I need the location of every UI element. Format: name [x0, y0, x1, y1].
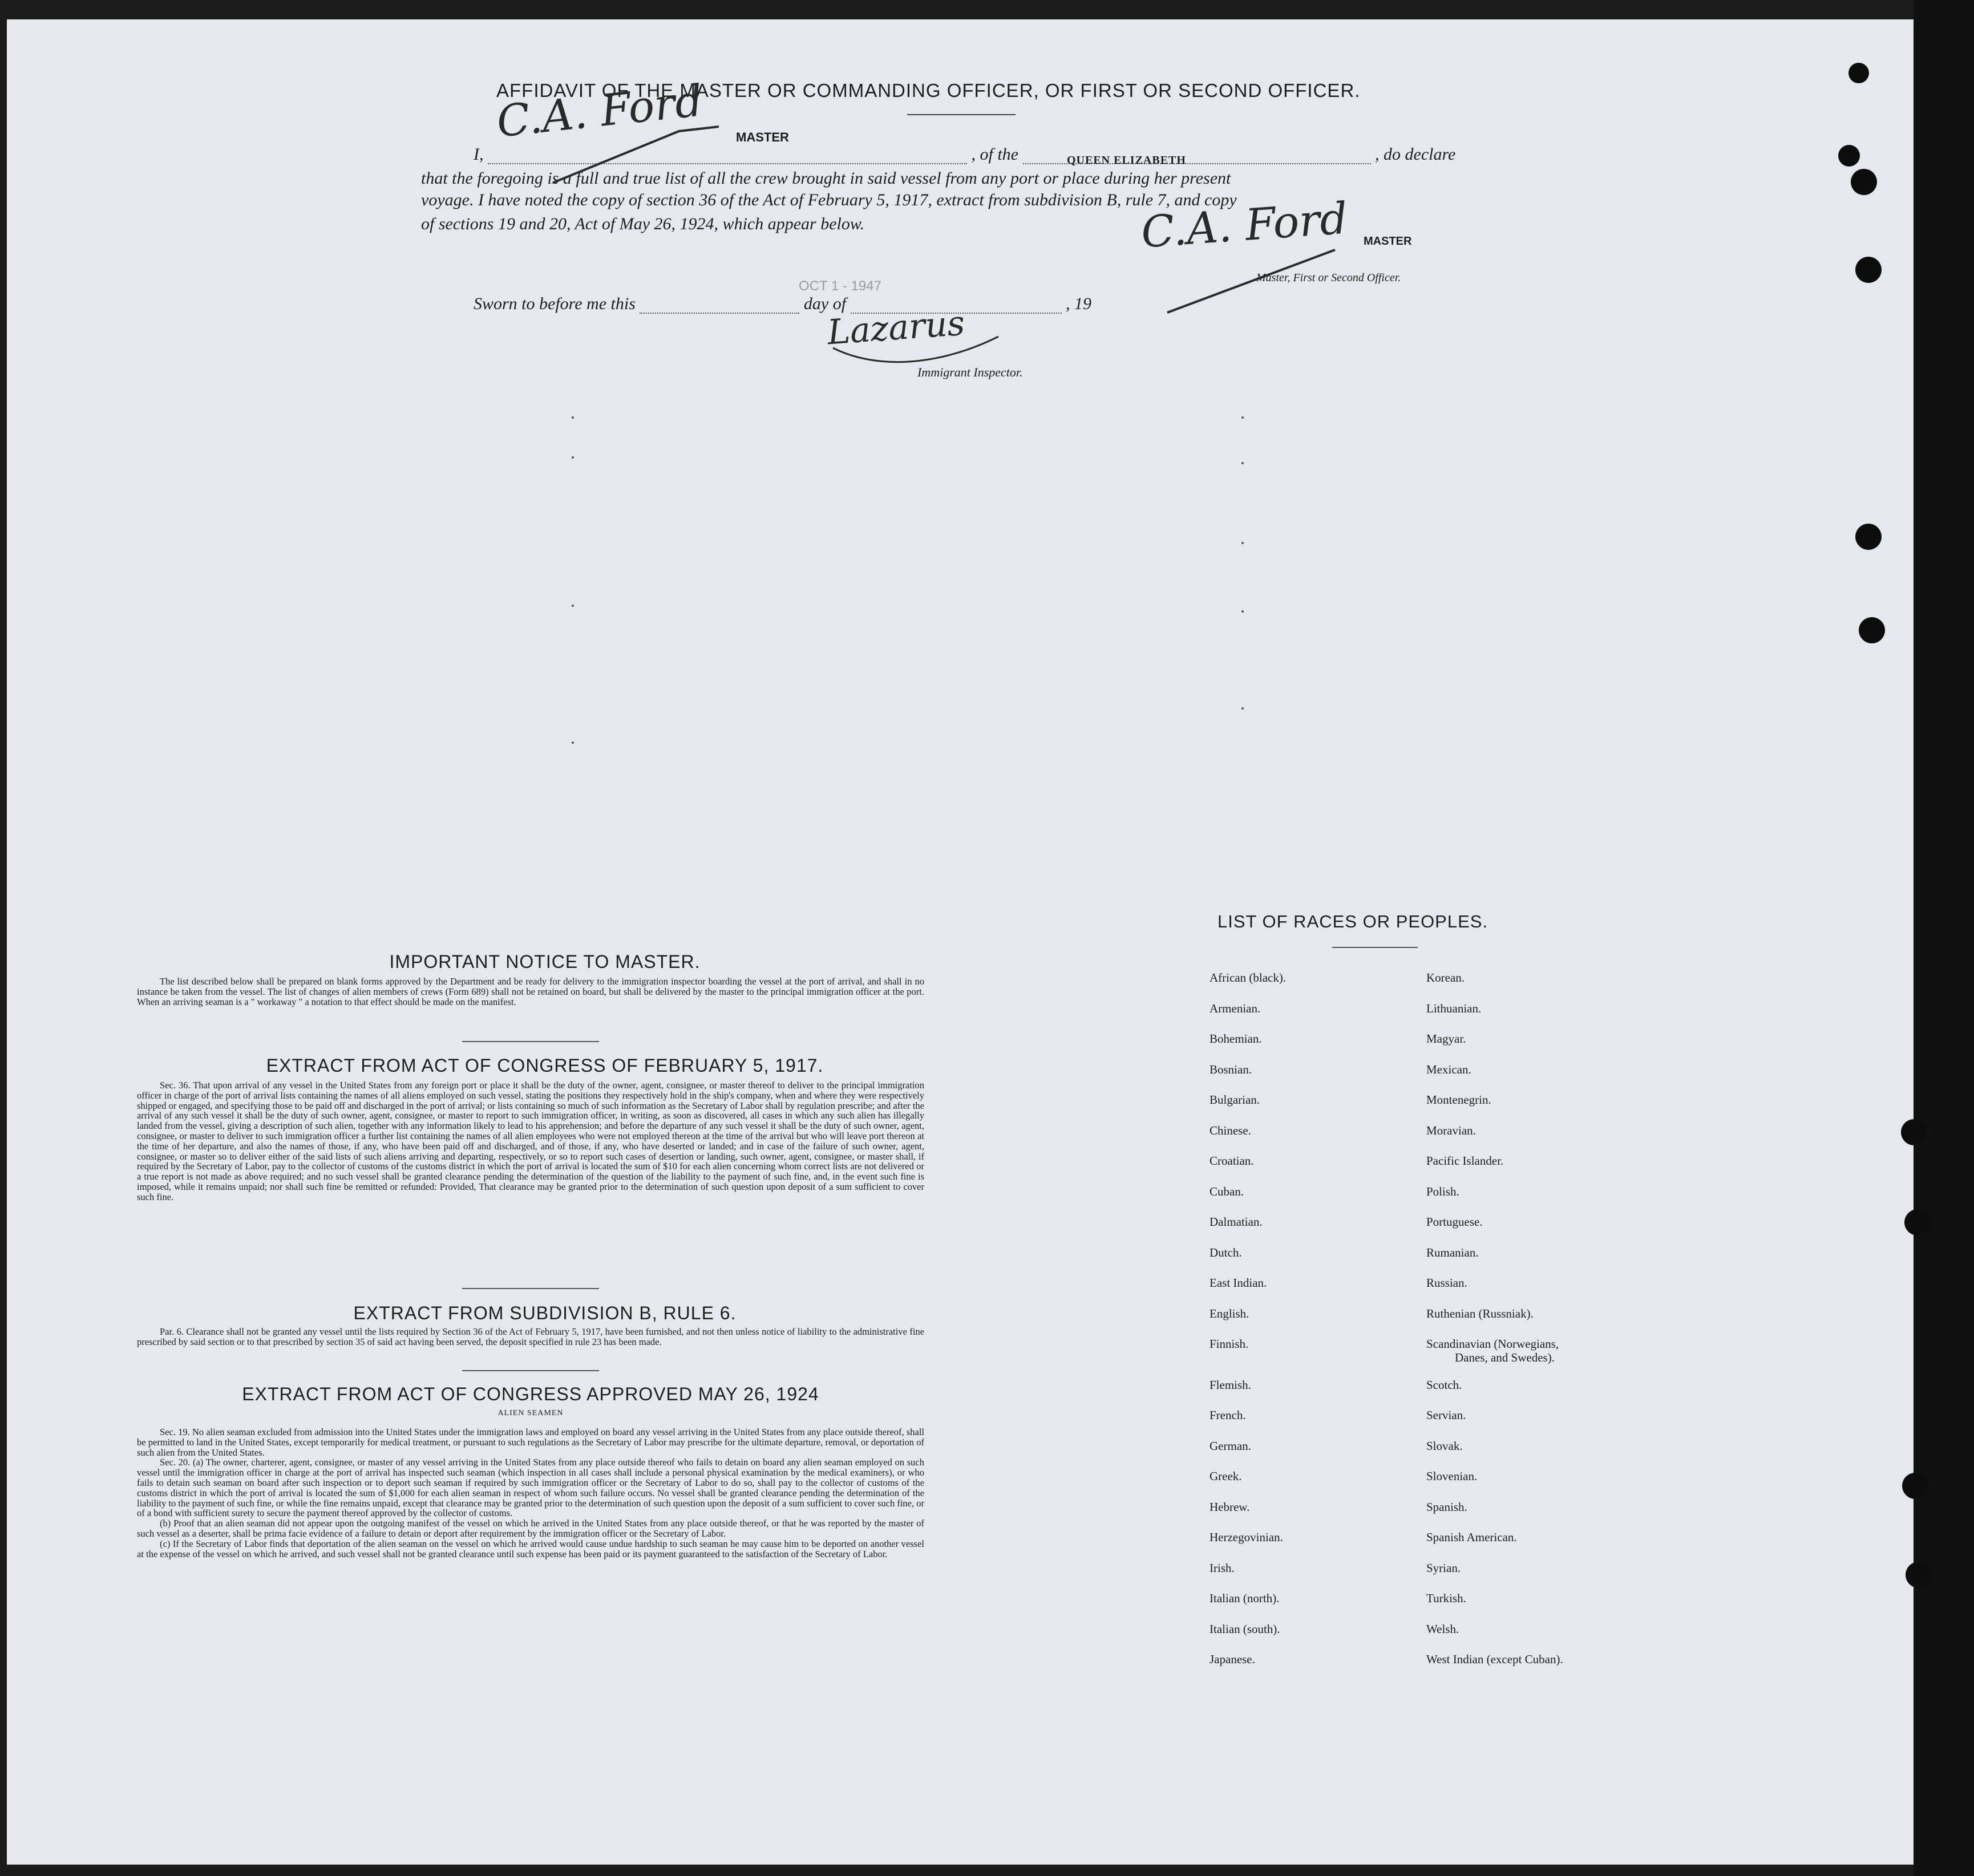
- date-blank: [640, 299, 799, 314]
- race-item: East Indian.: [1210, 1276, 1267, 1290]
- race-item: Dutch.: [1210, 1245, 1242, 1259]
- stray-mark: [1241, 610, 1244, 613]
- binder-hole: [1851, 169, 1877, 195]
- stray-mark: [1241, 707, 1244, 710]
- race-item: Cuban.: [1210, 1184, 1244, 1198]
- race-item: Spanish American.: [1426, 1530, 1517, 1544]
- race-item: Spanish.: [1426, 1500, 1467, 1514]
- master-signature-second: C.A. Ford: [1139, 192, 1349, 258]
- race-item: Russian.: [1426, 1276, 1467, 1290]
- affidavit-line-2: that the foregoing is a full and true list of all the crew brought in said vessel from any port or place during her present: [421, 169, 1231, 188]
- extract-1917-title: EXTRACT FROM ACT OF CONGRESS OF FEBRUARY 5, 1917.: [266, 1055, 824, 1076]
- sec-20c-text: (c) If the Secretary of Labor finds that deportation of the alien seaman on the vessel on which he arrived would cause undue hardship to such seaman he may cause him to be deported on another vessel at the expense of the vessel on which he arrived, and such vessel shall not be granted clearance until such expense has been paid or its payment guaranteed to the satisfaction of the Secretary of Labor.: [137, 1538, 924, 1559]
- race-item: Hebrew.: [1210, 1500, 1250, 1514]
- affidavit-line-4: of sections 19 and 20, Act of May 26, 1924, which appear below.: [421, 214, 865, 233]
- i-label: I,: [474, 145, 484, 164]
- binder-hole: [1855, 524, 1882, 550]
- divider: [462, 1370, 599, 1371]
- race-item: Moravian.: [1426, 1123, 1476, 1137]
- race-item: Welsh.: [1426, 1622, 1459, 1636]
- stray-mark: [572, 416, 574, 419]
- inspector-caption: Immigrant Inspector.: [917, 365, 1023, 379]
- sec-19-text: Sec. 19. No alien seaman excluded from admission into the United States under the immigration laws and employed on board any vessel arriving in the United States from any place outside thereof, shall be permitted to land in the United States, except temporarily for medical treatment, or pursuant to such regulations as the Secretary of Labor may prescribe for the ultimate departure, removal, or deportation of such alien from the United States.: [137, 1427, 924, 1458]
- race-item: Chinese.: [1210, 1123, 1251, 1137]
- race-item-continuation: Danes, and Swedes).: [1455, 1351, 1555, 1364]
- race-item: French.: [1210, 1408, 1246, 1422]
- stray-mark: [572, 742, 574, 744]
- stray-mark: [572, 605, 574, 607]
- race-item: Korean.: [1426, 971, 1465, 984]
- inspector-signature: Lazarus: [826, 303, 966, 353]
- race-item: Greek.: [1210, 1469, 1242, 1483]
- race-item: Armenian.: [1210, 1001, 1261, 1015]
- race-item: English.: [1210, 1306, 1249, 1320]
- notice-text: The list described below shall be prepared on blank forms approved by the Department and be ready for delivery to the immigration inspector boarding the vessel at the port of arrival, and shall in no instance be taken from the vessel. The list of changes of alien members of crews (Form 689) shall not be retained on board, but shall be delivered by the master to the principal immigration officer at the port. When an arriving seaman is a " workaway " a notation to that effect should be made on the manifest.: [137, 976, 924, 1007]
- sworn-label: Sworn to before me this: [474, 294, 636, 313]
- divider: [1332, 947, 1418, 948]
- stray-mark: [1241, 462, 1244, 464]
- binder-hole: [1855, 257, 1882, 283]
- race-item: Bosnian.: [1210, 1062, 1252, 1076]
- subdivision-text: Par. 6. Clearance shall not be granted any vessel until the lists required by Section 36 of the Act of February 5, 1917, have been furnished, and not then unless notice of liability to the administrative fine prescribed by said section or to that prescribed by section 35 of said act having been served, the deposit specified in rule 23 has been made.: [137, 1326, 924, 1347]
- race-item: Polish.: [1426, 1184, 1459, 1198]
- vessel-name-stamp: QUEEN ELIZABETH: [1067, 154, 1186, 167]
- alien-seamen-subtitle: ALIEN SEAMEN: [497, 1409, 564, 1417]
- race-item: Japanese.: [1210, 1652, 1255, 1666]
- day-of-label: day of: [803, 294, 847, 313]
- notice-title: IMPORTANT NOTICE TO MASTER.: [389, 951, 701, 972]
- race-item: Montenegrin.: [1426, 1093, 1491, 1107]
- race-item: Flemish.: [1210, 1377, 1251, 1392]
- race-item: Croatian.: [1210, 1154, 1254, 1168]
- race-item: Dalmatian.: [1210, 1215, 1263, 1229]
- binder-hole: [1904, 1209, 1931, 1235]
- year-label: , 19: [1066, 294, 1092, 313]
- race-item: Herzegovinian.: [1210, 1530, 1283, 1544]
- binder-hole: [1848, 63, 1869, 83]
- race-item: Servian.: [1426, 1408, 1466, 1422]
- race-item: Bohemian.: [1210, 1032, 1262, 1046]
- race-item: Scotch.: [1426, 1377, 1462, 1392]
- sec-20b-text: (b) Proof that an alien seaman did not appear upon the outgoing manifest of the vessel on which he arrived in the United States from any place outside thereof, or that he was reported by the master of such vessel as a deserter, shall be prima facie evidence of a failure to detain or deport after requirement by the immigration officer or the Secretary of Labor.: [137, 1518, 924, 1539]
- date-stamp: OCT 1 - 1947: [799, 278, 881, 294]
- race-item: African (black).: [1210, 971, 1287, 984]
- race-item: Slovenian.: [1426, 1469, 1478, 1483]
- affidavit-line-3: voyage. I have noted the copy of section 36 of the Act of February 5, 1917, extract from subdivision B, rule 7, and copy: [421, 191, 1237, 209]
- extract-1924-body: [137, 1427, 924, 1559]
- extract-1917-text: Sec. 36. That upon arrival of any vessel in the United States from any foreign port or place it shall be the duty of the owner, agent, consignee, or master thereof to deliver to the principal immigration officer in charge of the port of arrival lists containing the names of all aliens employed on such vessel, stating the positions they respectively hold in the ship's company, when and where they were respectively shipped or engaged, and specifying those to be paid off and discharged in the port of arrival; or lists containing so much of such information as the Secretary of Labor shall by regulation prescribe; and after the arrival of any such vessel it shall be the duty of such owner, agent, consignee, or master to report to such immigration officer, in writing, as soon as discovered, all cases in which any such alien has illegally landed from the vessel, giving a description of such alien, together with any information likely to lead to his apprehension; and before the departure of any such vessel it shall be the duty of such owner, agent, consignee, or master to deliver to such immigration officer a further list containing the names of all alien employees who were not employed thereon at the time of the arrival but who will leave port thereon at the time of her departure, and also the names of those, if any, who have been paid off and discharged, and of those, if any, who have deserted or landed; and in case of the failure of such owner, agent, consignee, or master so to deliver either of the said lists of such aliens arriving and departing, respectively, or so to report such cases of desertion or landing, such owner, agent, consignee, or master shall, if required by the Secretary of Labor, pay to the collector of customs of the customs district in which the port of arrival is located the sum of $10 for each alien concerning whom correct lists are not delivered or a true report is not made as above required; and no such vessel shall be granted clearance pending the determination of the question of the liability to the payment of such fine, and, in the event such fine is imposed, while it remains unpaid; nor shall such fine be remitted or refunded: Provided, That clearance may be granted prior to the determination of such question upon deposit of a sum sufficient to cover such fine.: [137, 1080, 924, 1202]
- inspector-flourish: [827, 325, 1010, 371]
- race-item: Finnish.: [1210, 1337, 1249, 1351]
- do-declare-label: , do declare: [1375, 145, 1456, 164]
- race-item: Magyar.: [1426, 1032, 1466, 1046]
- master-stamp: MASTER: [736, 130, 789, 144]
- race-item: Bulgarian.: [1210, 1093, 1260, 1107]
- sworn-line: [474, 294, 1091, 314]
- binder-hole: [1901, 1119, 1927, 1145]
- of-the-label: , of the: [971, 145, 1018, 164]
- race-item: Lithuanian.: [1426, 1001, 1482, 1015]
- divider: [907, 114, 1016, 115]
- race-item: Ruthenian (Russniak).: [1426, 1306, 1534, 1320]
- binder-hole: [1902, 1473, 1928, 1499]
- race-item: Scandinavian (Norwegians,: [1426, 1337, 1559, 1351]
- race-item: Rumanian.: [1426, 1245, 1479, 1259]
- scan-border: [1914, 0, 1974, 1876]
- affidavit-title: AFFIDAVIT OF THE MASTER OR COMMANDING OFFICER, OR FIRST OR SECOND OFFICER.: [496, 80, 1361, 101]
- stray-mark: [1241, 542, 1244, 544]
- race-item: Turkish.: [1426, 1591, 1466, 1605]
- race-item: Mexican.: [1426, 1062, 1471, 1076]
- stray-mark: [1241, 416, 1244, 419]
- binder-hole: [1838, 145, 1860, 167]
- sec-20a-text: Sec. 20. (a) The owner, charterer, agent, consignee, or master of any vessel arriving in the United States from any place outside thereof who fails to detain on board any alien seaman employed on such vessel until the immigration officer in charge at the port of arrival has inspected such seaman (which inspection in all cases shall include a personal physical examination by the medical examiners), or who fails to detain such seaman on board after such inspection or to deport such seaman if required by such immigration officer or the Secretary of Labor to do so, shall pay to the collector of customs of the customs district in which the port of arrival is located the sum of $1,000 for each alien seaman in respect of whom such failure occurs. No vessel shall be granted clearance pending the determination of the liability to the payment of such fine, or while the fine remains unpaid, except that clearance may be granted prior to the determination of such question upon the deposit of a sum sufficient to cover such fine, or of a bond with sufficient surety to secure the payment thereof approved by the collector of customs.: [137, 1457, 924, 1519]
- race-item: Portuguese.: [1426, 1215, 1483, 1229]
- master-stamp-second: MASTER: [1364, 235, 1412, 248]
- race-item: German.: [1210, 1439, 1251, 1453]
- race-item: Pacific Islander.: [1426, 1154, 1504, 1168]
- extract-1924-title: EXTRACT FROM ACT OF CONGRESS APPROVED MAY 26, 1924: [242, 1384, 819, 1404]
- race-item: Slovak.: [1426, 1439, 1463, 1453]
- subdivision-title: EXTRACT FROM SUBDIVISION B, RULE 6.: [353, 1303, 737, 1323]
- binder-hole: [1906, 1562, 1932, 1588]
- race-item: Irish.: [1210, 1561, 1235, 1575]
- race-item: West Indian (except Cuban).: [1426, 1652, 1563, 1666]
- signature-flourish: [548, 120, 719, 188]
- race-item: Italian (south).: [1210, 1622, 1280, 1636]
- stray-mark: [572, 456, 574, 459]
- races-title: LIST OF RACES OR PEOPLES.: [1217, 911, 1488, 931]
- master-caption: Master, First or Second Officer.: [1256, 272, 1401, 284]
- race-item: Italian (north).: [1210, 1591, 1280, 1605]
- divider: [462, 1288, 599, 1289]
- binder-hole: [1859, 617, 1885, 643]
- race-item: Syrian.: [1426, 1561, 1461, 1575]
- divider: [462, 1041, 599, 1042]
- master-signature: C.A. Ford: [494, 75, 705, 147]
